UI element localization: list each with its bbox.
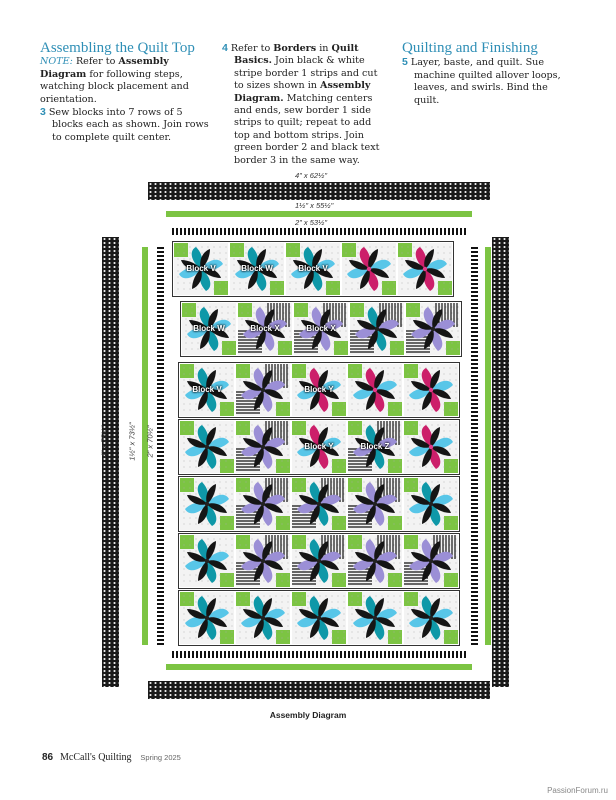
block-label: Block V: [186, 264, 216, 273]
quilt-block: [404, 364, 458, 416]
quilt-block: [236, 535, 290, 587]
step-3: [40, 106, 210, 144]
quilt-block: [342, 243, 396, 295]
dim-side-stripe: 2" x 70½": [145, 425, 155, 458]
dim-top-stripe: 2" x 53½": [295, 218, 328, 227]
block-label: Block X: [306, 324, 336, 333]
block-row: [178, 590, 460, 646]
note-label: NOTE:: [40, 56, 73, 68]
column-assembling: [40, 42, 210, 144]
border-1-bottom: [172, 651, 466, 658]
quilt-block: [404, 592, 458, 644]
quilt-block: [292, 592, 346, 644]
quilt-block: [182, 303, 236, 355]
note-text-2: for following steps, watching block placement and orientation.: [40, 68, 189, 105]
quilt-block: [238, 303, 292, 355]
border-2-top: [166, 211, 472, 217]
quilt-block: [292, 535, 346, 587]
step-4-text-2: in: [316, 43, 332, 54]
step-3-text: Sew blocks into 7 rows of 5 blocks each as shown. Join rows to complete quilt center.: [48, 107, 209, 143]
border-1-right: [471, 247, 478, 645]
quilt-block: [350, 303, 404, 355]
quilt-block: [180, 478, 234, 530]
step-4-text-3: Join black & white stripe border 1 strips and cut to sizes shown in: [234, 55, 378, 92]
quilt-block: [292, 364, 346, 416]
quilt-block: [236, 478, 290, 530]
quilt-block: [348, 592, 402, 644]
block-row: [178, 476, 460, 532]
dim-top-outer: 4" x 62½": [295, 171, 328, 180]
quilt-block: [398, 243, 452, 295]
block-label: Block Y: [304, 385, 334, 394]
block-label: Block V: [298, 264, 328, 273]
block-label: Block V: [192, 385, 222, 394]
quilt-block: [236, 364, 290, 416]
quilt-block: [236, 421, 290, 473]
quilt-block: [180, 592, 234, 644]
block-label: Block W: [193, 324, 225, 333]
step-4-text-4: Matching centers and ends, sew border 1 side strips to quilt; repeat to add top and bottom strips. Join green border 2 and black text border 3 in the same way.: [234, 92, 380, 166]
assembly-diagram: [100, 165, 514, 725]
block-row: [178, 362, 460, 418]
border-2-bottom: [166, 664, 472, 670]
block-row: [172, 241, 454, 297]
block-row: [178, 533, 460, 589]
quilt-block: [292, 478, 346, 530]
border-3-bottom: [148, 681, 490, 699]
block-label: Block Y: [304, 442, 334, 451]
border-3-top: [148, 182, 490, 200]
step-4-number: 4: [222, 42, 228, 54]
step-4-bold-2: Quilt Basics.: [234, 43, 359, 67]
step-5-number: 5: [402, 56, 408, 69]
border-1-top: [172, 228, 466, 235]
quilt-block: [230, 243, 284, 295]
quilt-block: [348, 421, 402, 473]
block-label: Block X: [250, 324, 280, 333]
block-row: [180, 301, 462, 357]
step-5-text: Layer, baste, and quilt. Sue machine quilted allover loops, leaves, and swirls. Bind the quilt.: [410, 57, 561, 106]
step-4-bold-1: Borders: [273, 43, 317, 54]
quilt-block: [406, 303, 460, 355]
quilt-block: [348, 535, 402, 587]
step-4-text-1: Refer to: [230, 43, 274, 54]
step-3-number: 3: [40, 106, 46, 119]
quilt-block: [180, 535, 234, 587]
step-4: [222, 42, 387, 167]
dim-top-green: 1½" x 55½": [295, 201, 334, 210]
column-quilting: [402, 42, 572, 107]
block-label: Block W: [241, 264, 273, 273]
note-paragraph: [40, 56, 210, 106]
border-1-left: [157, 247, 164, 645]
quilt-block: [404, 421, 458, 473]
block-label: Block Z: [360, 442, 390, 451]
border-3-left: [99, 237, 119, 687]
watermark: PassionForum.ru: [547, 786, 608, 795]
quilt-block: [174, 243, 228, 295]
column-borders: [222, 42, 387, 167]
heading-quilting: Quilting and Finishing: [402, 40, 538, 56]
block-row: [178, 419, 460, 475]
page-footer: [42, 752, 181, 763]
quilt-block: [286, 243, 340, 295]
quilt-block: [348, 364, 402, 416]
step-4-bold-3: Assembly Diagram.: [234, 80, 371, 104]
page-number: 86: [42, 752, 54, 763]
heading-assembling: Assembling the Quilt Top: [40, 40, 195, 56]
quilt-block: [294, 303, 348, 355]
quilt-block: [404, 535, 458, 587]
quilt-block: [180, 421, 234, 473]
note-bold: Assembly Diagram: [40, 56, 169, 80]
diagram-caption: Assembly Diagram: [269, 710, 347, 720]
quilt-block: [404, 478, 458, 530]
dim-side-green: 1½" x 73½": [127, 422, 137, 461]
quilt-block: [292, 421, 346, 473]
dim-side-outer: 4" x 75½": [99, 425, 109, 458]
step-5: [402, 56, 572, 107]
note-text-1: Refer to: [72, 56, 119, 68]
quilt-block: [180, 364, 234, 416]
border-2-right: [485, 247, 491, 645]
issue-date: Spring 2025: [140, 753, 181, 762]
quilt-block: [236, 592, 290, 644]
border-3-right: [492, 237, 509, 687]
quilt-block: [348, 478, 402, 530]
magazine-title: McCall's Quilting: [60, 752, 132, 763]
